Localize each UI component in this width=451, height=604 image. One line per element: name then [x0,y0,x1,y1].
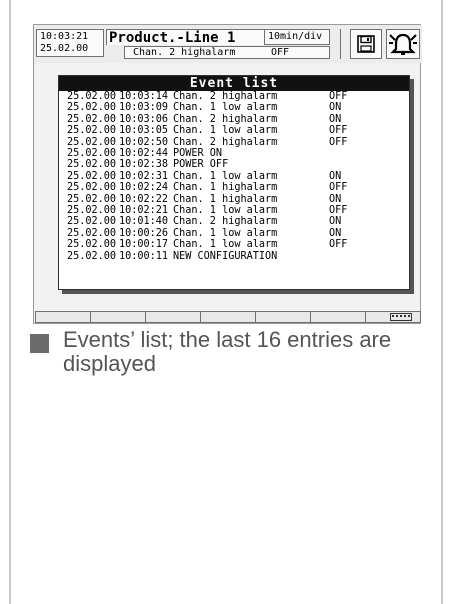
page-frame-right [441,0,443,604]
event-date: 25.02.00 [67,125,117,137]
clock-date: 25.02.00 [40,43,89,54]
clock-display [36,29,104,57]
event-time: 10:00:26 [119,227,169,239]
event-message: Chan. 1 low alarm [173,227,278,239]
event-date: 25.02.00 [67,136,117,148]
timebase-label: 10min/div [264,29,330,45]
alarm-button[interactable] [386,29,420,59]
softkey-2[interactable] [91,311,146,323]
event-date: 25.02.00 [67,159,117,171]
softkey-1[interactable] [35,311,91,323]
status-value: OFF [271,47,290,58]
event-state: OFF [329,239,348,251]
event-state: OFF [329,182,348,194]
event-time: 10:03:05 [119,125,169,137]
event-date: 25.02.00 [67,250,117,262]
softkey-4[interactable] [201,311,256,323]
event-state: ON [329,113,342,125]
event-message: NEW CONFIGURATION [173,250,278,262]
event-row[interactable] [67,205,409,216]
event-message: Chan. 1 low alarm [173,125,278,137]
figure-caption [30,328,440,376]
header-bar [34,25,422,63]
event-message: Chan. 1 low alarm [173,239,278,251]
softkey-7[interactable] [366,311,421,323]
event-date: 25.02.00 [67,170,117,182]
diskette-icon [357,35,375,53]
event-row[interactable] [67,171,409,182]
event-state [329,251,369,262]
event-message: Chan. 2 highalarm [173,216,278,228]
event-row[interactable] [67,114,409,125]
title-line [106,29,330,45]
event-state: ON [329,216,342,228]
softkey-6[interactable] [311,311,366,323]
event-message: Chan. 2 highalarm [173,113,278,125]
event-state: ON [329,102,342,114]
event-row[interactable] [67,102,409,113]
event-row[interactable] [67,239,409,250]
event-date: 25.02.00 [67,193,117,205]
event-date: 25.02.00 [67,113,117,125]
product-title: Product.-Line 1 [106,29,264,45]
event-message: Chan. 1 highalarm [173,193,278,205]
header-divider [340,29,341,59]
event-row[interactable] [67,216,409,227]
status-text: Chan. 2 highalarm [133,47,236,58]
caption-bullet [30,334,49,353]
clock-time: 10:03:21 [40,31,89,42]
device-screen [33,24,421,324]
event-time: 10:03:06 [119,113,169,125]
event-row[interactable] [67,182,409,193]
event-state [329,159,369,170]
event-state: ON [329,193,342,205]
event-time: 10:00:11 [119,250,169,262]
event-date: 25.02.00 [67,102,117,114]
event-date: 25.02.00 [67,216,117,228]
event-message: Chan. 2 highalarm [173,136,278,148]
event-message: Chan. 1 low alarm [173,170,278,182]
event-date: 25.02.00 [67,148,117,160]
event-message: POWER ON [173,148,223,160]
event-time: 10:02:44 [119,148,169,160]
event-time: 10:01:40 [119,216,169,228]
event-state: OFF [329,205,348,217]
event-row[interactable] [67,228,409,239]
event-row[interactable] [67,148,409,159]
event-row[interactable] [67,194,409,205]
event-time: 10:02:21 [119,205,169,217]
alarm-bell-icon [388,31,418,57]
softkey-5[interactable] [256,311,311,323]
event-time: 10:02:24 [119,182,169,194]
event-state: ON [329,227,342,239]
event-message: POWER OFF [173,159,229,171]
keyboard-icon [390,313,412,321]
event-date: 25.02.00 [67,239,117,251]
event-state [329,148,369,159]
event-message: Chan. 2 highalarm [173,91,278,102]
event-row[interactable] [67,251,409,262]
event-time: 10:03:09 [119,102,169,114]
event-message: Chan. 1 low alarm [173,102,278,114]
event-time: 10:00:17 [119,239,169,251]
softkey-bar [35,311,421,323]
caption-text: Events’ list; the last 16 entries are displayed [63,327,392,376]
event-row[interactable] [67,137,409,148]
event-message: Chan. 1 low alarm [173,205,278,217]
event-time: 10:02:22 [119,193,169,205]
event-message: Chan. 1 highalarm [173,182,278,194]
softkey-3[interactable] [146,311,201,323]
event-date: 25.02.00 [67,205,117,217]
event-row[interactable] [67,91,409,102]
event-time: 10:02:31 [119,170,169,182]
event-time: 10:03:14 [119,91,169,102]
event-list-panel [58,75,410,290]
event-list-title: Event list [59,76,409,91]
event-state: OFF [329,125,348,137]
event-time: 10:02:50 [119,136,169,148]
event-state: OFF [329,136,348,148]
event-list-rows [59,91,409,262]
status-line [124,46,330,59]
event-time: 10:02:38 [119,159,169,171]
event-row[interactable] [67,159,409,170]
title-box [106,29,330,59]
event-date: 25.02.00 [67,182,117,194]
page-frame-left [9,0,11,604]
event-state: ON [329,170,342,182]
save-button[interactable] [350,29,382,59]
event-date: 25.02.00 [67,91,117,102]
event-date: 25.02.00 [67,227,117,239]
event-state: OFF [329,91,348,102]
event-row[interactable] [67,125,409,136]
